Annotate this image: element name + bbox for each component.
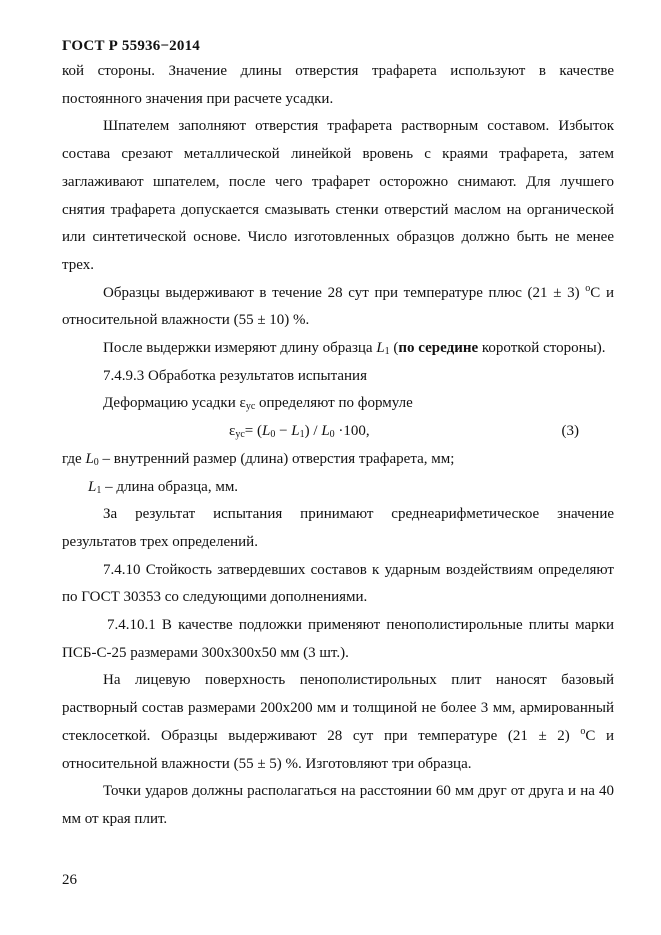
base-layer-text-end: С и относительной влажности (55 ± 5) %. Изготовляют три образца. <box>62 727 614 772</box>
formula-l0-denominator-sub: 0 <box>329 429 335 441</box>
measure-text-paren: ( <box>389 340 399 357</box>
paragraph-continuation: кой стороны. Значение длины отверстия трафарета используют в качестве постоянного значения при расчете усадки. <box>62 63 614 107</box>
formula-divide: ) / <box>304 423 322 440</box>
formula-epsilon: ε <box>229 423 236 440</box>
formula-l0-denominator: L <box>321 423 330 440</box>
formula-intro-end: определяют по формуле <box>255 395 413 412</box>
definition-l1-var: L <box>88 478 97 495</box>
page-number: 26 <box>62 872 77 888</box>
formula-l0: L <box>261 423 271 440</box>
variable-subscript: 1 <box>384 346 390 358</box>
definition-l1-text: – длина образца, мм. <box>101 478 239 495</box>
paragraph-formula-intro <box>62 390 614 418</box>
formula-minus: − <box>275 423 292 440</box>
paragraph-curing-conditions <box>62 280 614 335</box>
definition-l0-var: L <box>85 450 94 467</box>
measure-text-end: короткой стороны). <box>478 340 606 357</box>
bold-emphasis: по середине <box>398 340 479 357</box>
formula-intro-start: Деформацию усадки ε <box>103 395 246 412</box>
definition-l1-sub: 1 <box>96 484 102 496</box>
section-heading-7-4-10: 7.4.10 Стойкость затвердевших составов к ударным воздействиям определяют по ГОСТ 30353 со следующими дополнениями. <box>62 561 614 606</box>
shrinkage-formula <box>229 418 370 446</box>
measure-text-start: После выдержки измеряют длину образца <box>103 340 377 357</box>
curing-text-end: С и относительной влажности (55 ± 10) %. <box>62 284 614 329</box>
epsilon-subscript: ус <box>245 401 256 413</box>
degree-mark: о <box>585 282 591 294</box>
base-layer-text-start: На лицевую поверхность пенополистирольных плит наносят базовый растворный состав размерами 200х200 мм и толщиной не более 3 мм, армированный стеклосеткой. Образцы выдерживают 28 сут при температуре (21 ± 2) <box>62 672 614 744</box>
formula-tail: ·100, <box>334 423 370 440</box>
definition-l0 <box>62 446 614 474</box>
formula-row <box>62 418 614 446</box>
paragraph-impact-points: Точки ударов должны располагаться на расстоянии 60 мм друг от друга и на 40 мм от края плит. <box>62 783 614 827</box>
paragraph-base-layer <box>62 667 614 778</box>
formula-number: (3) <box>561 423 579 440</box>
curing-text-start: Образцы выдерживают в течение 28 сут при температуре плюс (21 ± 3) <box>103 284 586 301</box>
definition-l0-text: – внутренний размер (длина) отверстия трафарета, мм; <box>98 450 455 467</box>
section-heading-7-4-9-3: 7.4.9.3 Обработка результатов испытания <box>103 367 367 384</box>
formula-l1: L <box>291 423 300 440</box>
formula-epsilon-sub: ус <box>235 429 245 441</box>
section-heading-7-4-10-1: 7.4.10.1 В качестве подложки применяют пенополистирольные плиты марки ПСБ-С-25 размерами 300х300х50 мм (3 шт.). <box>62 617 614 661</box>
paragraph-filling-stencil: Шпателем заполняют отверстия трафарета растворным составом. Избыток состава срезают металлической линейкой вровень с краями трафарета, затем заглаживают шпателем, после чего трафарет осторожно снимают. Для лучшего снятия трафарета допускается смазывать стенки отверстий маслом на органической или синтетической основе. Число изготовленных образцов должно быть не менее трех. <box>62 118 614 273</box>
document-header: ГОСТ Р 55936−2014 <box>62 38 200 54</box>
document-body <box>62 58 614 834</box>
degree-mark-2: о <box>580 725 586 737</box>
formula-l0-sub: 0 <box>270 429 276 441</box>
definition-where: где <box>62 450 86 467</box>
formula-l1-sub: 1 <box>299 429 305 441</box>
paragraph-measure-length <box>62 335 614 363</box>
formula-equals: = ( <box>244 423 262 440</box>
variable-l: L <box>376 340 385 357</box>
definition-l0-sub: 0 <box>93 456 99 468</box>
paragraph-test-result: За результат испытания принимают среднеарифметическое значение результатов трех определений. <box>62 506 614 550</box>
definition-l1 <box>62 474 614 502</box>
